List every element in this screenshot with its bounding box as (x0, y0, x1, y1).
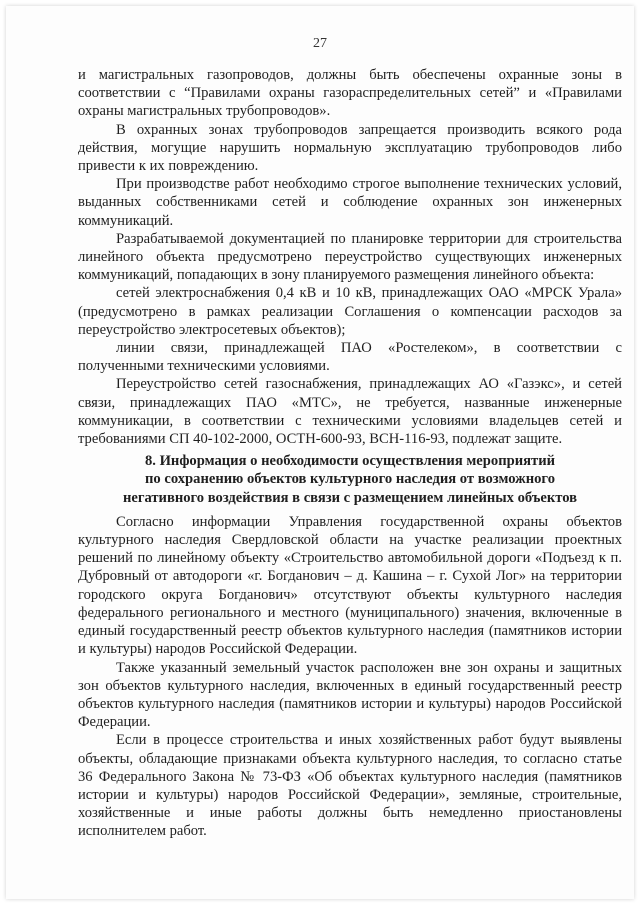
paragraph: Переустройство сетей газоснабжения, принадлежащих АО «Газэкс», и сетей связи, принадлежащих ПАО «МТС», не требуется, названные инженерные коммуникации, в соответствии с техническими условиями владельцев сетей и требованиями СП 40-102-2000, ОСТН-600-93, ВСН-116-93, подлежат защите. (78, 376, 622, 448)
paragraph: линии связи, принадлежащей ПАО «Ростелеком», в соответствии с полученными техническими условиями. (78, 340, 622, 375)
section-heading-line: 8. Информация о необходимости осуществления мероприятий (144, 453, 556, 470)
paragraph: Согласно информации Управления государственной охраны объектов культурного наследия Свердловской области на участке реализации проектных решений по линейному объекту «Строительство автомобильной дороги «Подъезд к п. Дубровный от автодороги «г. Богданович – д. Кашина – г. Сухой Лог» на территории городского округа Богданович» отсутствуют объекты культурного наследия федерального регионального и местного (муниципального) значения, включенные в единый государственный реестр объектов культурного наследия (памятников истории и культуры) народов Российской Федерации. (78, 513, 622, 658)
page-number: 27 (313, 36, 327, 51)
paragraph: При производстве работ необходимо строгое выполнение технических условий, выданных собственниками сетей и соблюдение охранных зон инженерных коммуникаций. (78, 176, 622, 229)
paragraph: сетей электроснабжения 0,4 кВ и 10 кВ, принадлежащих ОАО «МРСК Урала» (предусмотрено в рамках реализации Соглашения о компенсации расходов за переустройство электросетевых объектов); (78, 285, 622, 338)
paragraph: Также указанный земельный участок расположен вне зон охраны и защитных зон объектов культурного наследия, включенных в единый государственный реестр объектов культурного наследия (памятников истории и культуры) народов Российской Федерации. (78, 659, 622, 731)
paragraph: Разрабатываемой документацией по планировке территории для строительства линейного объекта предусмотрено переустройство существующих инженерных коммуникаций, попадающих в зону планируемого размещения линейного объекта: (78, 230, 622, 284)
document-body (78, 66, 622, 841)
section-heading-line: по сохранению объектов культурного наследия от возможного (144, 471, 555, 488)
section-heading-line: негативного воздействия в связи с размещением линейных объектов (122, 489, 578, 506)
paragraph: В охранных зонах трубопроводов запрещается производить всякого рода действия, могущие нарушить нормальную эксплуатацию трубопроводов либо привести к их повреждению. (78, 121, 622, 175)
paragraph: Если в процессе строительства и иных хозяйственных работ будут выявлены объекты, обладающие признаками объекта культурного наследия, то согласно статье 36 Федерального Закона № 73-ФЗ «Об объектах культурного наследия (памятников истории и культуры) народов Российской Федерации», земляные, строительные, хозяйственные и иные работы должны быть немедленно приостановлены исполнителем работ. (78, 732, 622, 840)
paragraph: и магистральных газопроводов, должны быть обеспечены охранные зоны в соответствии с “Правилами охраны газораспределительных сетей” и «Правилами охраны магистральных трубопроводов». (78, 67, 622, 120)
section-heading (78, 452, 622, 507)
